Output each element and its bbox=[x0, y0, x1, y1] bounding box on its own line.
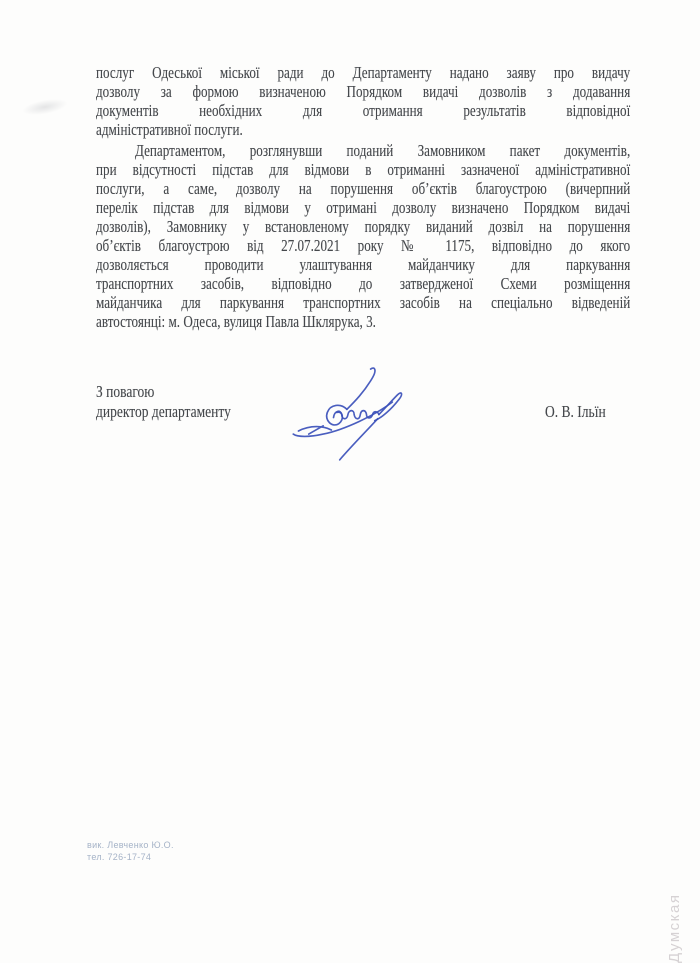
text-line: транспортних засобів, відповідно до затвердженої Схеми розміщення bbox=[96, 274, 631, 293]
text-line: об’єктів благоустрою від 27.07.2021 року № 1175, відповідно до якого bbox=[96, 236, 631, 255]
handwritten-signature-ink bbox=[288, 366, 412, 464]
executor-footer bbox=[87, 840, 174, 863]
paragraph-continuation bbox=[96, 63, 630, 139]
text-line: послуги, а саме, дозволу на порушення об’єктів благоустрою (вичерпний bbox=[96, 179, 631, 198]
paragraph-decision bbox=[96, 141, 630, 331]
text-line: при відсутності підстав для відмови в отриманні зазначеної адміністративної bbox=[96, 160, 631, 179]
text-line: документів необхідних для отримання результатів відповідної bbox=[96, 101, 631, 120]
text-line: автостоянці: м. Одеса, вулиця Павла Шклярука, 3. bbox=[96, 312, 376, 331]
text-line: дозволів), Замовнику у встановленому порядку виданий дозвіл на порушення bbox=[96, 217, 631, 236]
text-line: адміністративної послуги. bbox=[96, 120, 243, 139]
executor-name: вик. Левченко Ю.О. bbox=[87, 840, 174, 850]
text-line: дозволу за формою визначеною Порядком видачі дозволів з додавання bbox=[96, 82, 631, 101]
scan-smudge bbox=[21, 96, 69, 118]
signer-name: О. В. Ільїн bbox=[545, 402, 606, 421]
letter-body bbox=[96, 63, 630, 331]
text-line: послуг Одеської міської ради до Департаменту надано заяву про видачу bbox=[96, 63, 631, 82]
watermark-label: Думская bbox=[666, 893, 683, 963]
text-line: перелік підстав для відмови у отримані дозволу визначено Порядком видачі bbox=[96, 198, 631, 217]
signer-title: директор департаменту bbox=[96, 401, 231, 421]
text-line: майданчика для паркування транспортних засобів на спеціально відведеній bbox=[96, 293, 631, 312]
closing-salutation: З повагою bbox=[96, 382, 155, 401]
text-line: Департаментом, розглянувши поданий Замовником пакет документів, bbox=[134, 141, 631, 160]
executor-phone: тел. 726-17-74 bbox=[87, 851, 152, 862]
text-line: дозволяється проводити улаштування майданчику для паркування bbox=[96, 255, 631, 274]
